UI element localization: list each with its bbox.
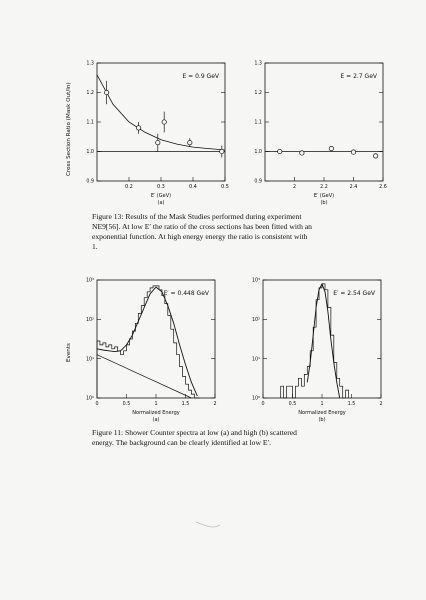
y-tick-label: 0.9 xyxy=(86,179,94,185)
y-tick-label: 10³ xyxy=(251,278,260,284)
data-point xyxy=(104,90,108,94)
x-tick-label: 1.5 xyxy=(181,402,190,407)
y-tick-label: 1.1 xyxy=(86,120,94,126)
caption-line: Figure 11: Shower Counter spectra at low (a) and high (b) scattered xyxy=(92,428,297,437)
plot-frame xyxy=(265,63,383,181)
y-tick-label: 10⁰ xyxy=(251,396,260,402)
data-point xyxy=(162,120,166,124)
plot-frame xyxy=(97,280,215,398)
y-tick-label: 1.1 xyxy=(254,120,262,126)
y-tick-label: 1.2 xyxy=(254,91,262,97)
caption-line: energy. The background can be clearly identified at low E′. xyxy=(92,438,272,447)
energy-annotation: E = 2.7 GeV xyxy=(340,73,377,80)
y-tick-label: 10¹ xyxy=(251,357,260,363)
fit-curve xyxy=(97,287,197,396)
x-tick-label: 2 xyxy=(379,402,383,407)
data-point xyxy=(188,140,192,144)
energy-annotation: E = 0.9 GeV xyxy=(182,73,219,80)
x-tick-label: 2.6 xyxy=(379,185,387,190)
x-tick-label: 1 xyxy=(320,402,324,407)
data-point xyxy=(329,146,333,150)
x-tick-label: 0 xyxy=(95,402,99,407)
x-axis-label: Normalized Energy xyxy=(132,410,180,416)
y-tick-label: 10¹ xyxy=(85,357,94,363)
x-tick-label: 0.3 xyxy=(157,185,165,190)
x-tick-label: 0.5 xyxy=(122,402,131,407)
y-tick-label: 1.0 xyxy=(254,150,262,156)
caption-line: 1. xyxy=(92,242,98,251)
fig11-y-axis-label: Events xyxy=(66,343,72,362)
data-point xyxy=(351,150,355,154)
panel-label: (a) xyxy=(157,200,165,206)
chart-11a xyxy=(80,272,220,432)
x-tick-label: 0 xyxy=(261,402,265,407)
x-axis-label: E′ (GeV) xyxy=(313,193,335,199)
data-point xyxy=(300,151,304,155)
data-point xyxy=(136,126,140,130)
plot-frame xyxy=(263,280,381,398)
y-tick-label: 10² xyxy=(85,318,94,324)
data-point xyxy=(156,140,160,144)
chart-11b xyxy=(246,272,386,432)
panel-label: (a) xyxy=(152,417,160,423)
y-tick-label: 1.0 xyxy=(86,150,94,156)
histogram-series xyxy=(281,284,349,398)
figure-13-caption xyxy=(92,212,374,252)
fig13-y-axis-label: Cross Section Ratio (Mask Out/In) xyxy=(66,82,72,176)
x-tick-label: 0.2 xyxy=(125,185,133,190)
data-point xyxy=(278,149,282,153)
plot-frame xyxy=(97,63,225,181)
x-tick-label: 0.5 xyxy=(288,402,297,407)
y-tick-label: 1.2 xyxy=(86,91,94,97)
background-line xyxy=(97,355,191,398)
caption-line: exponential function. At high energy energy the ratio is consistent with xyxy=(92,232,308,241)
panel-label: (b) xyxy=(318,417,326,423)
x-tick-label: 2 xyxy=(292,185,297,190)
y-tick-label: 1.3 xyxy=(254,61,262,67)
x-tick-label: 1.5 xyxy=(347,402,356,407)
caption-line: Figure 13: Results of the Mask Studies performed during experiment xyxy=(92,212,302,221)
pen-mark xyxy=(195,520,221,530)
y-tick-label: 10⁰ xyxy=(85,396,94,402)
panel-label: (b) xyxy=(320,200,328,206)
data-point xyxy=(220,149,224,153)
histogram-series xyxy=(97,286,200,398)
x-axis-label: E′ (GeV) xyxy=(150,193,172,199)
fit-curve xyxy=(307,284,339,398)
x-tick-label: 0.4 xyxy=(189,185,197,190)
chart-13b xyxy=(248,55,388,215)
x-tick-label: 0.5 xyxy=(221,185,229,190)
chart-13a xyxy=(80,55,230,215)
exponential-fit-curve xyxy=(97,75,225,150)
energy-annotation: E′ = 0.448 GeV xyxy=(163,290,209,297)
x-tick-label: 1 xyxy=(154,402,158,407)
figure-11-caption xyxy=(92,428,376,448)
x-axis-label: Normalized Energy xyxy=(298,410,346,416)
y-tick-label: 1.3 xyxy=(86,61,94,67)
energy-annotation: E′ = 2.54 GeV xyxy=(333,290,375,297)
y-tick-label: 0.9 xyxy=(254,179,262,185)
x-tick-label: 2.2 xyxy=(320,185,328,190)
x-tick-label: 2.4 xyxy=(349,185,358,190)
x-tick-label: 2 xyxy=(213,402,217,407)
data-point xyxy=(373,154,377,158)
y-tick-label: 10³ xyxy=(85,278,94,284)
caption-line: NE9[56]. At low E′ the ratio of the cross sections has been fitted with an xyxy=(92,222,312,231)
y-tick-label: 10² xyxy=(251,318,260,324)
